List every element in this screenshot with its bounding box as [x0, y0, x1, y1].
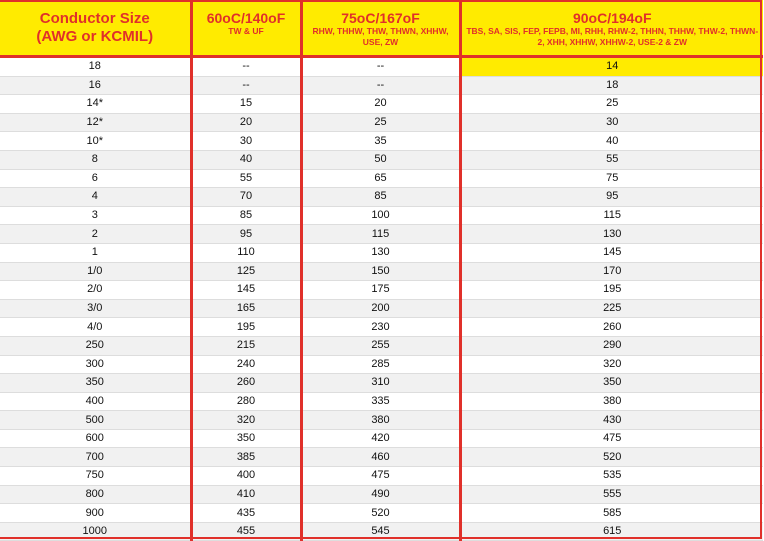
table-row	[0, 467, 763, 486]
conductor-size-cell: 800	[0, 485, 191, 504]
ampacity-90c-cell: 225	[460, 299, 763, 318]
ampacity-60c-cell: 410	[191, 485, 301, 504]
ampacity-60c-cell: 125	[191, 262, 301, 281]
header-title: 60oC/140oF	[206, 10, 286, 26]
conductor-size-cell: 3	[0, 206, 191, 225]
table-row	[0, 132, 763, 151]
ampacity-90c-cell: 115	[460, 206, 763, 225]
ampacity-90c-cell: 170	[460, 262, 763, 281]
ampacity-75c-cell: 20	[301, 95, 460, 114]
ampacity-75c-cell: 35	[301, 132, 460, 151]
ampacity-60c-cell: 70	[191, 188, 301, 207]
ampacity-60c-cell: --	[191, 76, 301, 95]
table-row	[0, 374, 763, 393]
conductor-size-cell: 600	[0, 429, 191, 448]
ampacity-75c-cell: 200	[301, 299, 460, 318]
ampacity-75c-cell: 25	[301, 113, 460, 132]
table-row	[0, 318, 763, 337]
ampacity-75c-cell: 115	[301, 225, 460, 244]
ampacity-60c-cell: 260	[191, 374, 301, 393]
conductor-size-cell: 16	[0, 76, 191, 95]
ampacity-90c-cell: 260	[460, 318, 763, 337]
ampacity-75c-cell: 545	[301, 522, 460, 541]
ampacity-90c-cell: 195	[460, 281, 763, 300]
conductor-size-cell: 4	[0, 188, 191, 207]
conductor-size-cell: 8	[0, 150, 191, 169]
conductor-size-cell: 2/0	[0, 281, 191, 300]
conductor-size-cell: 2	[0, 225, 191, 244]
ampacity-90c-cell: 615	[460, 522, 763, 541]
ampacity-75c-cell: 255	[301, 336, 460, 355]
ampacity-90c-cell: 40	[460, 132, 763, 151]
header-90c	[460, 0, 763, 57]
ampacity-90c-cell: 25	[460, 95, 763, 114]
conductor-size-cell: 400	[0, 392, 191, 411]
conductor-size-cell: 4/0	[0, 318, 191, 337]
ampacity-60c-cell: 385	[191, 448, 301, 467]
conductor-size-cell: 1000	[0, 522, 191, 541]
ampacity-90c-cell: 535	[460, 467, 763, 486]
ampacity-90c-cell: 14	[460, 57, 763, 77]
ampacity-60c-cell: 215	[191, 336, 301, 355]
ampacity-60c-cell: 240	[191, 355, 301, 374]
ampacity-90c-cell: 430	[460, 411, 763, 430]
ampacity-75c-cell: 420	[301, 429, 460, 448]
ampacity-60c-cell: --	[191, 57, 301, 77]
ampacity-75c-cell: --	[301, 57, 460, 77]
header-row	[0, 0, 763, 57]
conductor-size-cell: 750	[0, 467, 191, 486]
ampacity-60c-cell: 85	[191, 206, 301, 225]
table-row	[0, 150, 763, 169]
conductor-size-cell: 18	[0, 57, 191, 77]
table-row	[0, 188, 763, 207]
ampacity-90c-cell: 350	[460, 374, 763, 393]
conductor-size-cell: 700	[0, 448, 191, 467]
ampacity-75c-cell: 520	[301, 504, 460, 523]
table-row	[0, 262, 763, 281]
ampacity-60c-cell: 145	[191, 281, 301, 300]
table-row	[0, 448, 763, 467]
table-row	[0, 76, 763, 95]
ampacity-60c-cell: 20	[191, 113, 301, 132]
ampacity-75c-cell: 335	[301, 392, 460, 411]
table-row	[0, 522, 763, 541]
table-row	[0, 411, 763, 430]
ampacity-90c-cell: 95	[460, 188, 763, 207]
ampacity-90c-cell: 380	[460, 392, 763, 411]
table-row	[0, 392, 763, 411]
conductor-size-cell: 1/0	[0, 262, 191, 281]
conductor-size-cell: 3/0	[0, 299, 191, 318]
conductor-size-cell: 14*	[0, 95, 191, 114]
header-60c	[191, 0, 301, 57]
table-row	[0, 336, 763, 355]
ampacity-60c-cell: 165	[191, 299, 301, 318]
ampacity-60c-cell: 195	[191, 318, 301, 337]
conductor-size-cell: 500	[0, 411, 191, 430]
header-title: 90oC/194oF	[572, 10, 652, 26]
header-subtitle: TBS, SA, SIS, FEP, FEPB, MI, RHH, RHW-2, THHN, THHW, THW-2, THWN-2, XHH, XHHW, XHHW-2, USE-2 & ZW	[466, 26, 759, 47]
ampacity-90c-cell: 290	[460, 336, 763, 355]
conductor-size-cell: 350	[0, 374, 191, 393]
ampacity-75c-cell: 85	[301, 188, 460, 207]
ampacity-90c-cell: 320	[460, 355, 763, 374]
ampacity-60c-cell: 400	[191, 467, 301, 486]
ampacity-75c-cell: 65	[301, 169, 460, 188]
table-row	[0, 206, 763, 225]
ampacity-60c-cell: 30	[191, 132, 301, 151]
ampacity-90c-cell: 75	[460, 169, 763, 188]
ampacity-60c-cell: 280	[191, 392, 301, 411]
ampacity-60c-cell: 95	[191, 225, 301, 244]
header-title: Conductor Size (AWG or KCMIL)	[36, 10, 154, 45]
ampacity-75c-cell: 130	[301, 243, 460, 262]
ampacity-75c-cell: 310	[301, 374, 460, 393]
ampacity-60c-cell: 350	[191, 429, 301, 448]
ampacity-60c-cell: 110	[191, 243, 301, 262]
header-subtitle: TW & UF	[228, 26, 264, 36]
conductor-size-cell: 12*	[0, 113, 191, 132]
table-row	[0, 243, 763, 262]
ampacity-60c-cell: 320	[191, 411, 301, 430]
ampacity-75c-cell: 285	[301, 355, 460, 374]
table-body	[0, 57, 763, 541]
table-row	[0, 169, 763, 188]
ampacity-90c-cell: 585	[460, 504, 763, 523]
ampacity-75c-cell: --	[301, 76, 460, 95]
table-row	[0, 57, 763, 77]
ampacity-75c-cell: 380	[301, 411, 460, 430]
conductor-size-cell: 250	[0, 336, 191, 355]
ampacity-75c-cell: 100	[301, 206, 460, 225]
ampacity-90c-cell: 145	[460, 243, 763, 262]
ampacity-75c-cell: 460	[301, 448, 460, 467]
ampacity-75c-cell: 150	[301, 262, 460, 281]
ampacity-90c-cell: 520	[460, 448, 763, 467]
table-row	[0, 113, 763, 132]
ampacity-75c-cell: 50	[301, 150, 460, 169]
ampacity-90c-cell: 555	[460, 485, 763, 504]
table-row	[0, 504, 763, 523]
ampacity-90c-cell: 130	[460, 225, 763, 244]
conductor-size-cell: 900	[0, 504, 191, 523]
header-75c	[301, 0, 460, 57]
table-row	[0, 95, 763, 114]
ampacity-90c-cell: 475	[460, 429, 763, 448]
header-conductor-size	[0, 0, 191, 57]
conductor-size-cell: 6	[0, 169, 191, 188]
ampacity-90c-cell: 55	[460, 150, 763, 169]
ampacity-60c-cell: 55	[191, 169, 301, 188]
ampacity-75c-cell: 230	[301, 318, 460, 337]
header-title: 75oC/167oF	[341, 10, 420, 26]
ampacity-75c-cell: 490	[301, 485, 460, 504]
conductor-size-cell: 10*	[0, 132, 191, 151]
header-subtitle: RHW, THHW, THW, THWN, XHHW, USE, ZW	[312, 26, 449, 47]
ampacity-60c-cell: 435	[191, 504, 301, 523]
ampacity-60c-cell: 40	[191, 150, 301, 169]
table-row	[0, 225, 763, 244]
table-row	[0, 485, 763, 504]
ampacity-60c-cell: 15	[191, 95, 301, 114]
conductor-size-cell: 300	[0, 355, 191, 374]
conductor-size-cell: 1	[0, 243, 191, 262]
table-row	[0, 299, 763, 318]
ampacity-90c-cell: 18	[460, 76, 763, 95]
table-row	[0, 429, 763, 448]
ampacity-60c-cell: 455	[191, 522, 301, 541]
table-row	[0, 281, 763, 300]
ampacity-75c-cell: 475	[301, 467, 460, 486]
ampacity-75c-cell: 175	[301, 281, 460, 300]
table-row	[0, 355, 763, 374]
ampacity-90c-cell: 30	[460, 113, 763, 132]
